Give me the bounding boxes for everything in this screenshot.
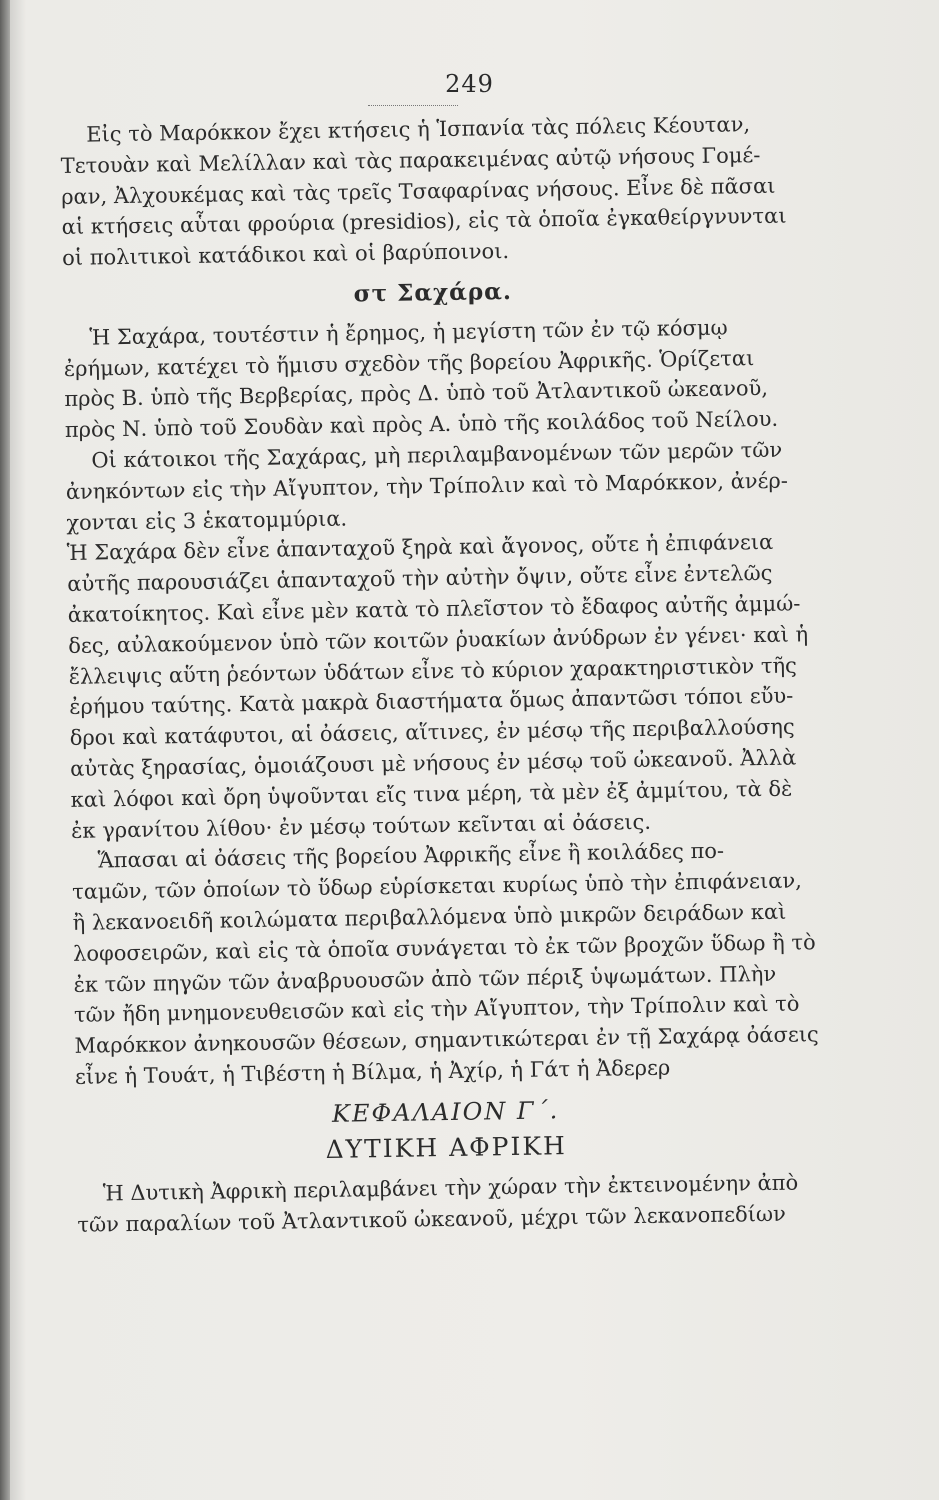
text-line: Μαρόκκον ἀνηκουσῶν θέσεων, σημαντικώτεραι ἐν τῇ Σαχάρᾳ ὀάσεις xyxy=(74,1022,819,1058)
page-number: 249 xyxy=(445,70,494,98)
text-line: ἀκατοίκητος. Καὶ εἶνε μὲν κατὰ τὸ πλεῖστον τὸ ἔδαφος αὐτῆς ἀμμώ- xyxy=(67,591,801,627)
paragraph-morocco-possessions xyxy=(60,108,802,274)
text-line: Τετουὰν καὶ Μελίλλαν καὶ τὰς παρακειμένας αὐτῷ νήσους Γομέ- xyxy=(60,142,761,178)
text-line: τῶν ἤδη μνημονευθεισῶν καὶ εἰς τὴν Αἴγυπτον, τὴν Τρίπολιν καὶ τὸ xyxy=(73,991,800,1028)
text-line: ραν, Ἀλχουκέμας καὶ τὰς τρεῖς Τσαφαρίνας νήσους. Εἶνε δὲ πᾶσαι xyxy=(61,173,776,209)
text-line: ἐρήμου ταύτης. Κατὰ μακρὰ διαστήματα ὅμως ἀπαντῶσι τόποι εὔυ- xyxy=(69,683,794,720)
text-line: Ἡ Σαχάρα δὲν εἶνε ἁπανταχοῦ ξηρὰ καὶ ἄγονος, οὔτε ἡ ἐπιφάνεια xyxy=(66,530,774,566)
text-line: Ἡ Δυτικὴ Ἀφρικὴ περιλαμβάνει τὴν χώραν τὴν ἐκτεινομένην ἀπὸ xyxy=(102,1170,799,1206)
text-line: πρὸς Ν. ὑπὸ τοῦ Σουδὰν καὶ πρὸς Α. ὑπὸ τῆς κοιλάδος τοῦ Νείλου. xyxy=(64,406,779,443)
text-line: ἐκ γρανίτου λίθου· ἐν μέσῳ τούτων κεῖνται αἱ ὀάσεις. xyxy=(70,809,652,843)
text-line: εἶνε ἡ Τουάτ, ἡ Τιβέστη ἡ Βίλμα, ἡ Ἀχίρ, ἡ Γάτ ἡ Ἀδερερ xyxy=(74,1055,671,1089)
page-body xyxy=(60,108,818,1240)
paragraph-west-africa xyxy=(77,1167,818,1240)
text-line: λοφοσειρῶν, καὶ εἰς τὰ ὁποῖα συνάγεται τὸ ἐκ τῶν βροχῶν ὕδωρ ἢ τὸ xyxy=(72,929,816,966)
page-number-rule xyxy=(368,105,458,106)
text-line: ταμῶν, τῶν ὁποίων τὸ ὕδωρ εὑρίσκεται κυρίως ὑπὸ τὴν ἐπιφάνειαν, xyxy=(71,868,803,905)
text-line: οἱ πολιτικοὶ κατάδικοι καὶ οἱ βαρύποινοι. xyxy=(61,239,510,271)
text-line: Ἅπασαι αἱ ὀάσεις τῆς βορείου Ἀφρικῆς εἶνε ἢ κοιλάδες πο- xyxy=(97,838,725,873)
text-line: ἢ λεκανοειδῆ κοιλώματα περιβαλλόμενα ὑπὸ μικρῶν δειράδων καὶ xyxy=(72,899,787,935)
text-line: δες, αὐλακούμενον ὑπὸ τῶν κοιτῶν ῥυακίων ἀνύδρων ἐν γένει· καὶ ἡ xyxy=(68,622,809,658)
text-line: δροι καὶ κατάφυτοι, αἱ ὀάσεις, αἵτινες, ἐν μέσῳ τῆς περιβαλλούσης xyxy=(69,714,795,751)
chapter-heading: ΚΕΦΑΛΑΙΟΝ Γ΄. xyxy=(331,1095,560,1128)
text-line: αὐτὰς ξηρασίας, ὁμοιάζουσι μὲ νήσους ἐν μέσῳ τοῦ ὠκεανοῦ. Ἀλλὰ xyxy=(70,745,797,781)
text-line: ἐκ τῶν πηγῶν τῶν ἀναβρυουσῶν ἀπὸ τῶν πέριξ ὑψωμάτων. Πλὴν xyxy=(73,961,777,997)
text-line: χονται εἰς 3 ἑκατομμύρια. xyxy=(66,506,348,535)
text-line: Ἡ Σαχάρα, τουτέστιν ἡ ἔρημος, ἡ μεγίστη τῶν ἐν τῷ κόσμῳ xyxy=(89,315,728,350)
text-line: ἀνηκόντων εἰς τὴν Αἴγυπτον, τὴν Τρίπολιν καὶ τὸ Μαρόκκον, ἀνέρ- xyxy=(65,468,789,504)
paragraph-oases-types xyxy=(71,835,819,1093)
text-line: αἱ κτήσεις αὗται φρούρια (presidios), εἰς τὰ ὁποῖα ἐγκαθείργνυνται xyxy=(61,203,787,240)
text-line: τῶν παραλίων τοῦ Ἀτλαντικοῦ ὠκεανοῦ, μέχρι τῶν λεκανοπεδίων xyxy=(77,1201,786,1237)
text-line: αὐτῆς παρουσιάζει ἁπανταχοῦ τὴν αὐτὴν ὄψιν, οὔτε εἶνε ἐντελῶς xyxy=(67,561,773,597)
paragraph-sahara-oases xyxy=(67,527,812,847)
text-line: καὶ λόφοι καὶ ὄρη ὑψοῦνται εἴς τινα μέρη, τὰ μὲν ἐξ ἀμμίτου, τὰ δὲ xyxy=(70,776,793,812)
text-line: Οἱ κάτοικοι τῆς Σαχάρας, μὴ περιλαμβανομένων τῶν μερῶν τῶν xyxy=(91,437,783,473)
text-line: πρὸς Β. ὑπὸ τῆς Βερβερίας, πρὸς Δ. ὑπὸ τοῦ Ἀτλαντικοῦ ὠκεανοῦ, xyxy=(64,376,769,412)
text-line: Εἰς τὸ Μαρόκκον ἔχει κτήσεις ἡ Ἱσπανία τὰς πόλεις Κέουταν, xyxy=(86,112,751,147)
text-line: ἐρήμων, κατέχει τὸ ἥμισυ σχεδὸν τῆς βορείου Ἀφρικῆς. Ὁρίζεται xyxy=(63,345,755,381)
paragraph-sahara-population xyxy=(65,434,806,538)
paragraph-sahara-intro xyxy=(63,311,805,446)
text-line: ἔλλειψις αὕτη ῥεόντων ὑδάτων εἶνε τὸ κύριον χαρακτηριστικὸν τῆς xyxy=(68,653,798,689)
book-spine-shadow xyxy=(0,0,10,1500)
region-heading: ΔΥΤΙΚΗ ΑΦΡΙΚΗ xyxy=(325,1130,568,1164)
section-heading: στ Σαχάρα. xyxy=(353,277,513,308)
